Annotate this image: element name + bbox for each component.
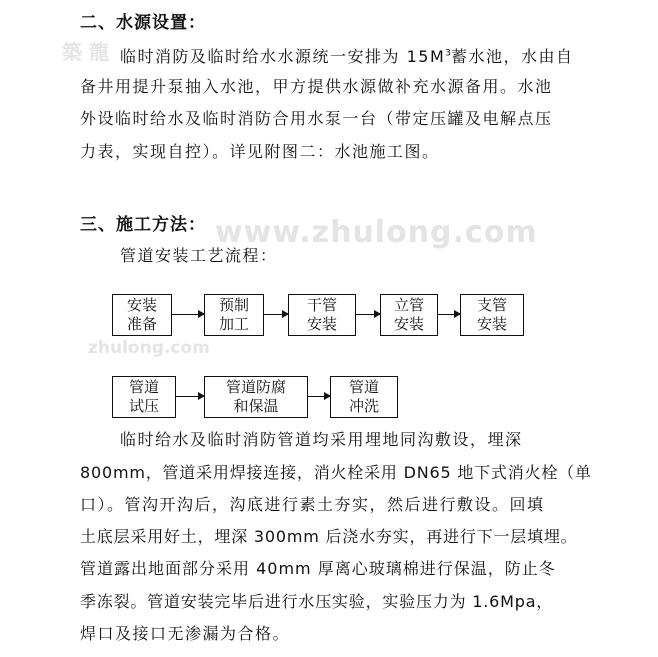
para-line-7: 焊口及接口无渗漏为合格。 [80,624,291,643]
para-line-1: 临时给水及临时消防管道均采用埋地同沟敷设，埋深 [120,430,523,449]
flow-arrow [264,314,288,315]
flow-step-main-pipe [288,294,356,336]
flow-arrow [176,396,204,397]
para-line-5: 管道露出地面部分采用 40mm 厚离心玻璃棉进行保温，防止冬 [80,559,556,578]
flow-step-label: 和保温 [233,397,279,415]
flow-step-label: 立管 [393,296,424,314]
watermark-url-small: zhulong.com [88,338,210,358]
flow-step-riser [380,294,438,336]
para-line-2: 800mm，管道采用焊接连接，消火栓采用 DN65 地下式消火栓（单 [80,463,592,482]
flow-step-pressure-test [112,376,176,418]
flow-step-label: 准备 [126,315,157,333]
section-2-line-1b: 蓄水池，水由自 [451,47,574,66]
section-2-line-1a: 临时消防及临时给水水源统一安排为 15M [120,47,446,66]
flow-step-label: 预制 [218,296,249,314]
section-2-heading: 二、水源设置： [80,13,206,33]
section-2-line-2: 备井用提升泵抽入水池，甲方提供水源做补充水源备用。水池 [80,77,553,96]
flow-step-anticorrosion [204,376,308,418]
flow-step-label: 干管 [306,296,337,314]
flow-step-label: 支管 [476,296,507,314]
flow-step-branch [460,294,524,336]
para-line-4: 土底层采用好土，埋深 300mm 后浇水夯实，再进行下一层填埋。 [80,527,578,546]
flow-step-flush [330,376,398,418]
section-2-line-1 [120,44,574,67]
flow-step-label: 安装 [393,315,424,333]
flow-arrow [172,314,204,315]
flow-step-label: 安装 [476,315,507,333]
section-2-line-4: 力表，实现自控）。详见附图二：水池施工图。 [80,142,440,161]
flow-step-install-prep [112,294,172,336]
watermark-url: www.zhulong.com [215,215,538,250]
flow-step-label: 冲洗 [348,397,379,415]
flow-arrow [438,314,460,315]
superscript-3: 3 [445,48,451,59]
flow-step-label: 安装 [126,296,157,314]
para-line-6: 季冻裂。管道安装完毕后进行水压实验，实验压力为 1.6Mpa， [80,592,554,611]
flow-step-label: 管道 [348,378,379,396]
flow-step-prefab [204,294,264,336]
flow-step-label: 加工 [218,315,249,333]
flow-title: 管道安装工艺流程： [120,246,278,265]
section-2-line-3: 外设临时给水及临时消防合用水泵一台（带定压罐及电解点压 [80,109,553,128]
watermark-logo: 築 龍 [62,40,109,64]
flow-step-label: 试压 [128,397,159,415]
flow-step-label: 管道防腐 [225,378,286,396]
flow-arrow [308,396,330,397]
para-line-3: 口）。管沟开沟后，沟底进行素土夯实，然后进行敷设。回填 [80,495,545,514]
flow-step-label: 安装 [306,315,337,333]
section-3-heading: 三、施工方法： [80,215,206,235]
flow-step-label: 管道 [128,378,159,396]
flow-arrow [356,314,380,315]
